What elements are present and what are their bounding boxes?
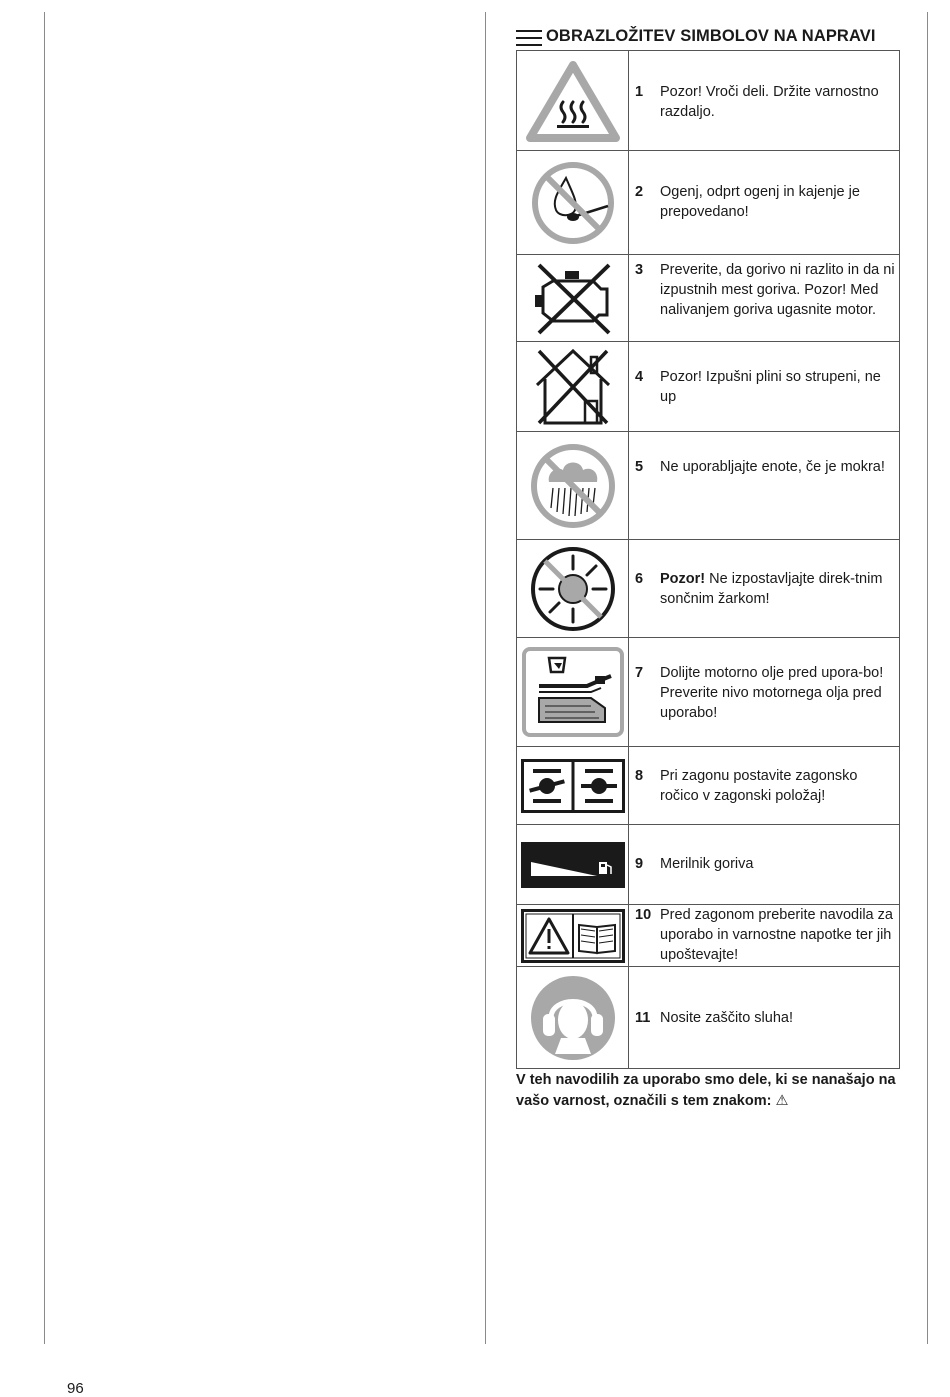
left-margin-line (44, 12, 45, 1344)
engine-oil-check-icon (521, 646, 625, 738)
symbol-description: Pozor! Izpušni plini so strupeni, ne up (660, 369, 881, 405)
symbol-description: Merilnik goriva (660, 856, 754, 872)
symbol-row (517, 342, 899, 432)
fuel-gauge-icon (521, 842, 625, 888)
symbol-row (517, 255, 899, 342)
symbol-number: 8 (635, 768, 644, 784)
symbol-description: Ogenj, odprt ogenj in kajenje je prepovedano! (660, 184, 860, 220)
symbol-row (517, 51, 899, 151)
symbol-row (517, 747, 899, 825)
symbol-row (517, 967, 899, 1068)
no-direct-sun-icon (528, 544, 618, 634)
right-margin-line (927, 12, 928, 1344)
symbol-number: 11 (635, 1010, 651, 1026)
symbol-number: 3 (635, 262, 644, 278)
symbol-number: 4 (635, 369, 644, 385)
symbol-number: 1 (635, 84, 644, 100)
symbol-description (660, 569, 895, 637)
no-open-flame-icon (530, 160, 616, 246)
symbol-number: 9 (635, 856, 644, 872)
symbol-row (517, 432, 899, 540)
symbol-row (517, 540, 899, 638)
symbol-number: 2 (635, 184, 644, 200)
no-rain-icon (529, 442, 617, 530)
read-manual-warning-icon (521, 909, 625, 963)
symbol-description: Pozor! Vroči deli. Držite varnostno razdaljo. (660, 84, 879, 120)
safety-note: V teh navodilih za uporabo smo dele, ki se nanašajo na vašo varnost, označili s tem znakom: ⚠ (516, 1072, 896, 1109)
symbol-row (517, 825, 899, 905)
symbol-row (517, 151, 899, 255)
symbol-row (517, 905, 899, 967)
hearing-protection-icon (529, 974, 617, 1062)
choke-lever-icon (521, 759, 625, 813)
section-title: OBRAZLOŽITEV SIMBOLOV NA NAPRAVI (546, 27, 876, 45)
symbols-table (516, 50, 900, 1069)
no-indoor-use-icon (531, 345, 615, 429)
symbol-description: Preverite, da gorivo ni razlito in da ni izpustnih mest goriva. Pozor! Med nalivanjem goriva ugasnite motor. (660, 262, 895, 318)
symbol-description-emphasis: Pozor! (660, 571, 706, 587)
symbol-number: 6 (635, 571, 644, 587)
column-divider-line (485, 12, 486, 1344)
symbol-number: 5 (635, 459, 644, 475)
no-refuel-running-engine-icon (529, 259, 617, 337)
symbol-description: Pred zagonom preberite navodila za uporabo in varnostne napotke ter jih upoštevajte! (660, 907, 893, 963)
symbol-description: Pri zagonu postavite zagonsko ročico v zagonski položaj! (660, 768, 858, 804)
symbol-number: 7 (635, 665, 644, 681)
symbol-description: Nosite zaščito sluha! (660, 1010, 793, 1026)
page-number: 96 (67, 1380, 84, 1397)
section-header (516, 27, 902, 49)
hot-surface-warning-icon (525, 60, 621, 142)
symbol-row (517, 638, 899, 747)
menu-lines-icon (516, 30, 542, 46)
symbol-description: Dolijte motorno olje pred upora-bo! Preverite nivo motornega olja pred uporabo! (660, 665, 884, 721)
symbol-number: 10 (635, 907, 652, 923)
symbol-description-text: Ne izpostavljajte direk-tnim sončnim žarkom! (660, 571, 883, 607)
symbol-description: Ne uporabljajte enote, če je mokra! (660, 459, 885, 475)
